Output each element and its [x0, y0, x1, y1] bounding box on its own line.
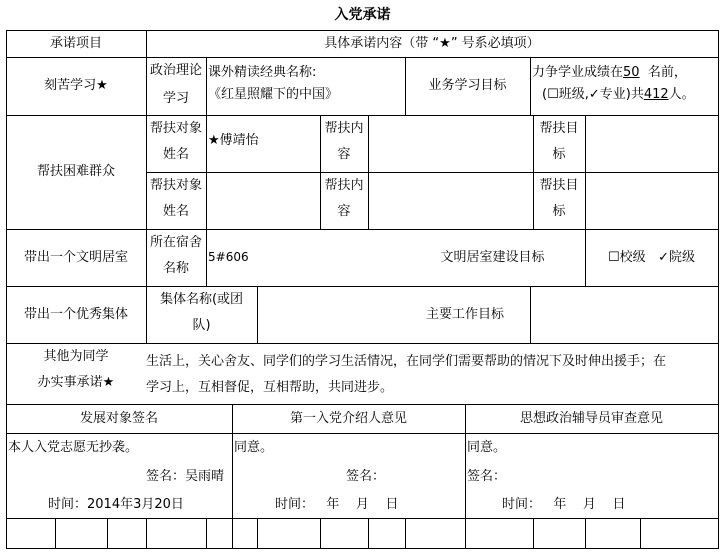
book-title: 《红星照耀下的中国》: [208, 87, 339, 102]
header-item-column: 承诺项目: [49, 35, 102, 51]
dorm-room-label: 所在宿舍 名称: [149, 235, 202, 276]
theory-label: 政治理论 学习: [149, 63, 202, 106]
dorm-goal-label: 文明居室建设目标: [440, 249, 545, 265]
help-target-name-1: ★傅靖怡: [208, 133, 259, 148]
book-field: 课外精读经典名称: 《红星照耀下的中国》: [208, 62, 404, 112]
sign-col2-opinion: 同意。: [234, 440, 274, 455]
collective-name-label: 集体名称(或团 队): [159, 292, 244, 333]
sign-col1-statement: 本人入党志愿无抄袭。: [8, 440, 139, 455]
help-label: 帮扶困难群众: [36, 164, 115, 179]
study-goal-label: 业务学习目标: [428, 78, 507, 93]
collective-label: 带出一个优秀集体: [23, 306, 128, 322]
sign-col3-signature: 签名：: [467, 469, 507, 484]
help-target-label-2: 帮扶对象 姓名: [149, 178, 202, 219]
help-aim-label-2: 帮扶目 标: [539, 178, 579, 219]
sign-col2-time: 时间： 年 月 日: [275, 497, 399, 512]
sign-col1-title: 发展对象签名: [79, 410, 158, 426]
sign-col3-time: 时间： 年 月 日: [502, 497, 626, 512]
goal-rank: 50: [623, 65, 640, 80]
sign-col3-opinion: 同意。: [467, 440, 507, 455]
study-goal-value: 力争学业成绩在50 名前， (☐班级,✓专业)共412人。: [532, 65, 695, 102]
help-aim-label-1: 帮扶目 标: [539, 121, 579, 162]
goal-total: 412: [643, 87, 669, 102]
other-label: 其他为同学 办实事承诺★: [37, 349, 115, 390]
header-content-column: 具体承诺内容（带 “★” 号系必填项）: [324, 35, 540, 51]
dorm-goal-options: ☐校级 ✓院级: [608, 249, 695, 265]
other-text: 生活上，关心舍友、同学们的学习生活情况，在同学们需要帮助的情况下及时伸出援手；在 学习上，互相督促，互相帮助，共同进步。: [146, 354, 667, 395]
sign-col1-time: 时间：2014年3月20日: [48, 497, 184, 512]
collective-goal-label: 主要工作目标: [425, 306, 504, 322]
sign-col2-title: 第一入党介绍人意见: [289, 410, 407, 426]
sign-col2-signature: 签名：: [346, 469, 386, 484]
help-target-label-1: 帮扶对象 姓名: [149, 121, 202, 162]
page-title: 入党承诺: [334, 7, 391, 23]
study-label: 刻苦学习★: [44, 78, 108, 93]
help-content-label-1: 帮扶内 容: [324, 121, 364, 162]
dorm-label: 带出一个文明居室: [23, 249, 128, 265]
help-content-label-2: 帮扶内 容: [324, 178, 364, 219]
sign-col1-signature: 签名：吴雨晴: [146, 469, 225, 484]
dorm-room-value: 5#606: [208, 250, 249, 264]
sign-col3-title: 思想政治辅导员审查意见: [519, 410, 663, 426]
